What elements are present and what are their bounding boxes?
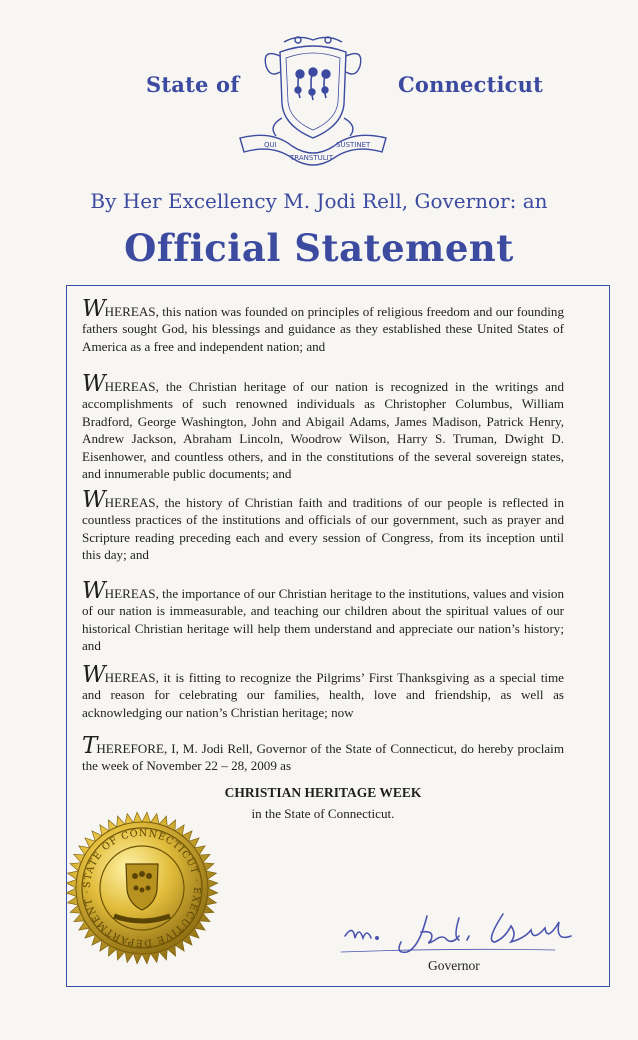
drop-letter: T	[82, 733, 97, 759]
whereas-paragraph-5	[82, 662, 564, 721]
paragraph-text: HEREAS, the importance of our Christian heritage to the institutions, values and vision of our nation is immeasurable, and teaching our children about the spiritual values of our historical Christian heritage will help them understand and appreciate our nation’s history; and	[82, 586, 564, 654]
letterhead	[0, 0, 638, 170]
document-title: Official Statement	[124, 226, 514, 270]
therefore-paragraph	[82, 733, 564, 775]
state-coat-of-arms-icon	[232, 34, 394, 166]
whereas-paragraph-2	[82, 371, 564, 482]
whereas-paragraph-4	[82, 578, 564, 655]
paragraph-text: HEREFORE, I, M. Jodi Rell, Governor of the State of Connecticut, do hereby proclaim the week of November 22 – 28, 2009 as	[82, 741, 564, 774]
drop-letter: W	[82, 371, 105, 397]
whereas-paragraph-1	[82, 296, 564, 355]
motto-word-2: TRANSTULIT	[290, 154, 333, 162]
paragraph-text: HEREAS, this nation was founded on principles of religious freedom and our founding fathers sought God, his blessings and guidance as they established these United States of America as a free and independent nation; and	[82, 304, 564, 354]
motto-word-3: SUSTINET	[336, 141, 371, 149]
drop-letter: W	[82, 662, 105, 688]
drop-letter: W	[82, 296, 105, 322]
seal-ring-text: STATE OF CONNECTICUT · EXECUTIVE DEPARTMENT ·	[81, 827, 203, 949]
drop-letter: W	[82, 487, 105, 513]
proclamation-title: CHRISTIAN HERITAGE WEEK	[224, 785, 422, 800]
connecticut-label: Connecticut	[398, 72, 544, 97]
byline: By Her Excellency M. Jodi Rell, Governor: an	[90, 189, 548, 213]
proclamation-subtitle: in the State of Connecticut.	[251, 806, 395, 821]
gold-seal-icon	[62, 808, 222, 968]
motto-word-1: QUI	[264, 141, 277, 149]
whereas-paragraph-3	[82, 487, 564, 564]
paragraph-text: HEREAS, the Christian heritage of our nation is recognized in the writings and accomplishments of such renowned individuals as Christopher Columbus, William Bradford, George Washington, John and Abigail Adams, James Madison, Patrick Henry, Andrew Jackson, Abraham Lincoln, Woodrow Wilson, Harry S. Truman, Dwight D. Eisenhower, and countless others, and in the constitutions of the several sovereign states, and innumerable public documents; and	[82, 379, 564, 482]
drop-letter: W	[82, 578, 105, 604]
paragraph-text: HEREAS, it is fitting to recognize the Pilgrims’ First Thanksgiving as a special time and reason for celebrating our families, health, love and friendship, as well as acknowledging our nation’s Christian heritage; now	[82, 670, 564, 720]
state-of-label: State of	[146, 72, 240, 97]
paragraph-text: HEREAS, the history of Christian faith and traditions of our people is reflected in countless practices of the institutions and officials of our government, such as prayer and Scripture reading preceding each and every session of Congress, from its inception until this day; and	[82, 495, 564, 563]
governor-title: Governor	[428, 958, 480, 973]
